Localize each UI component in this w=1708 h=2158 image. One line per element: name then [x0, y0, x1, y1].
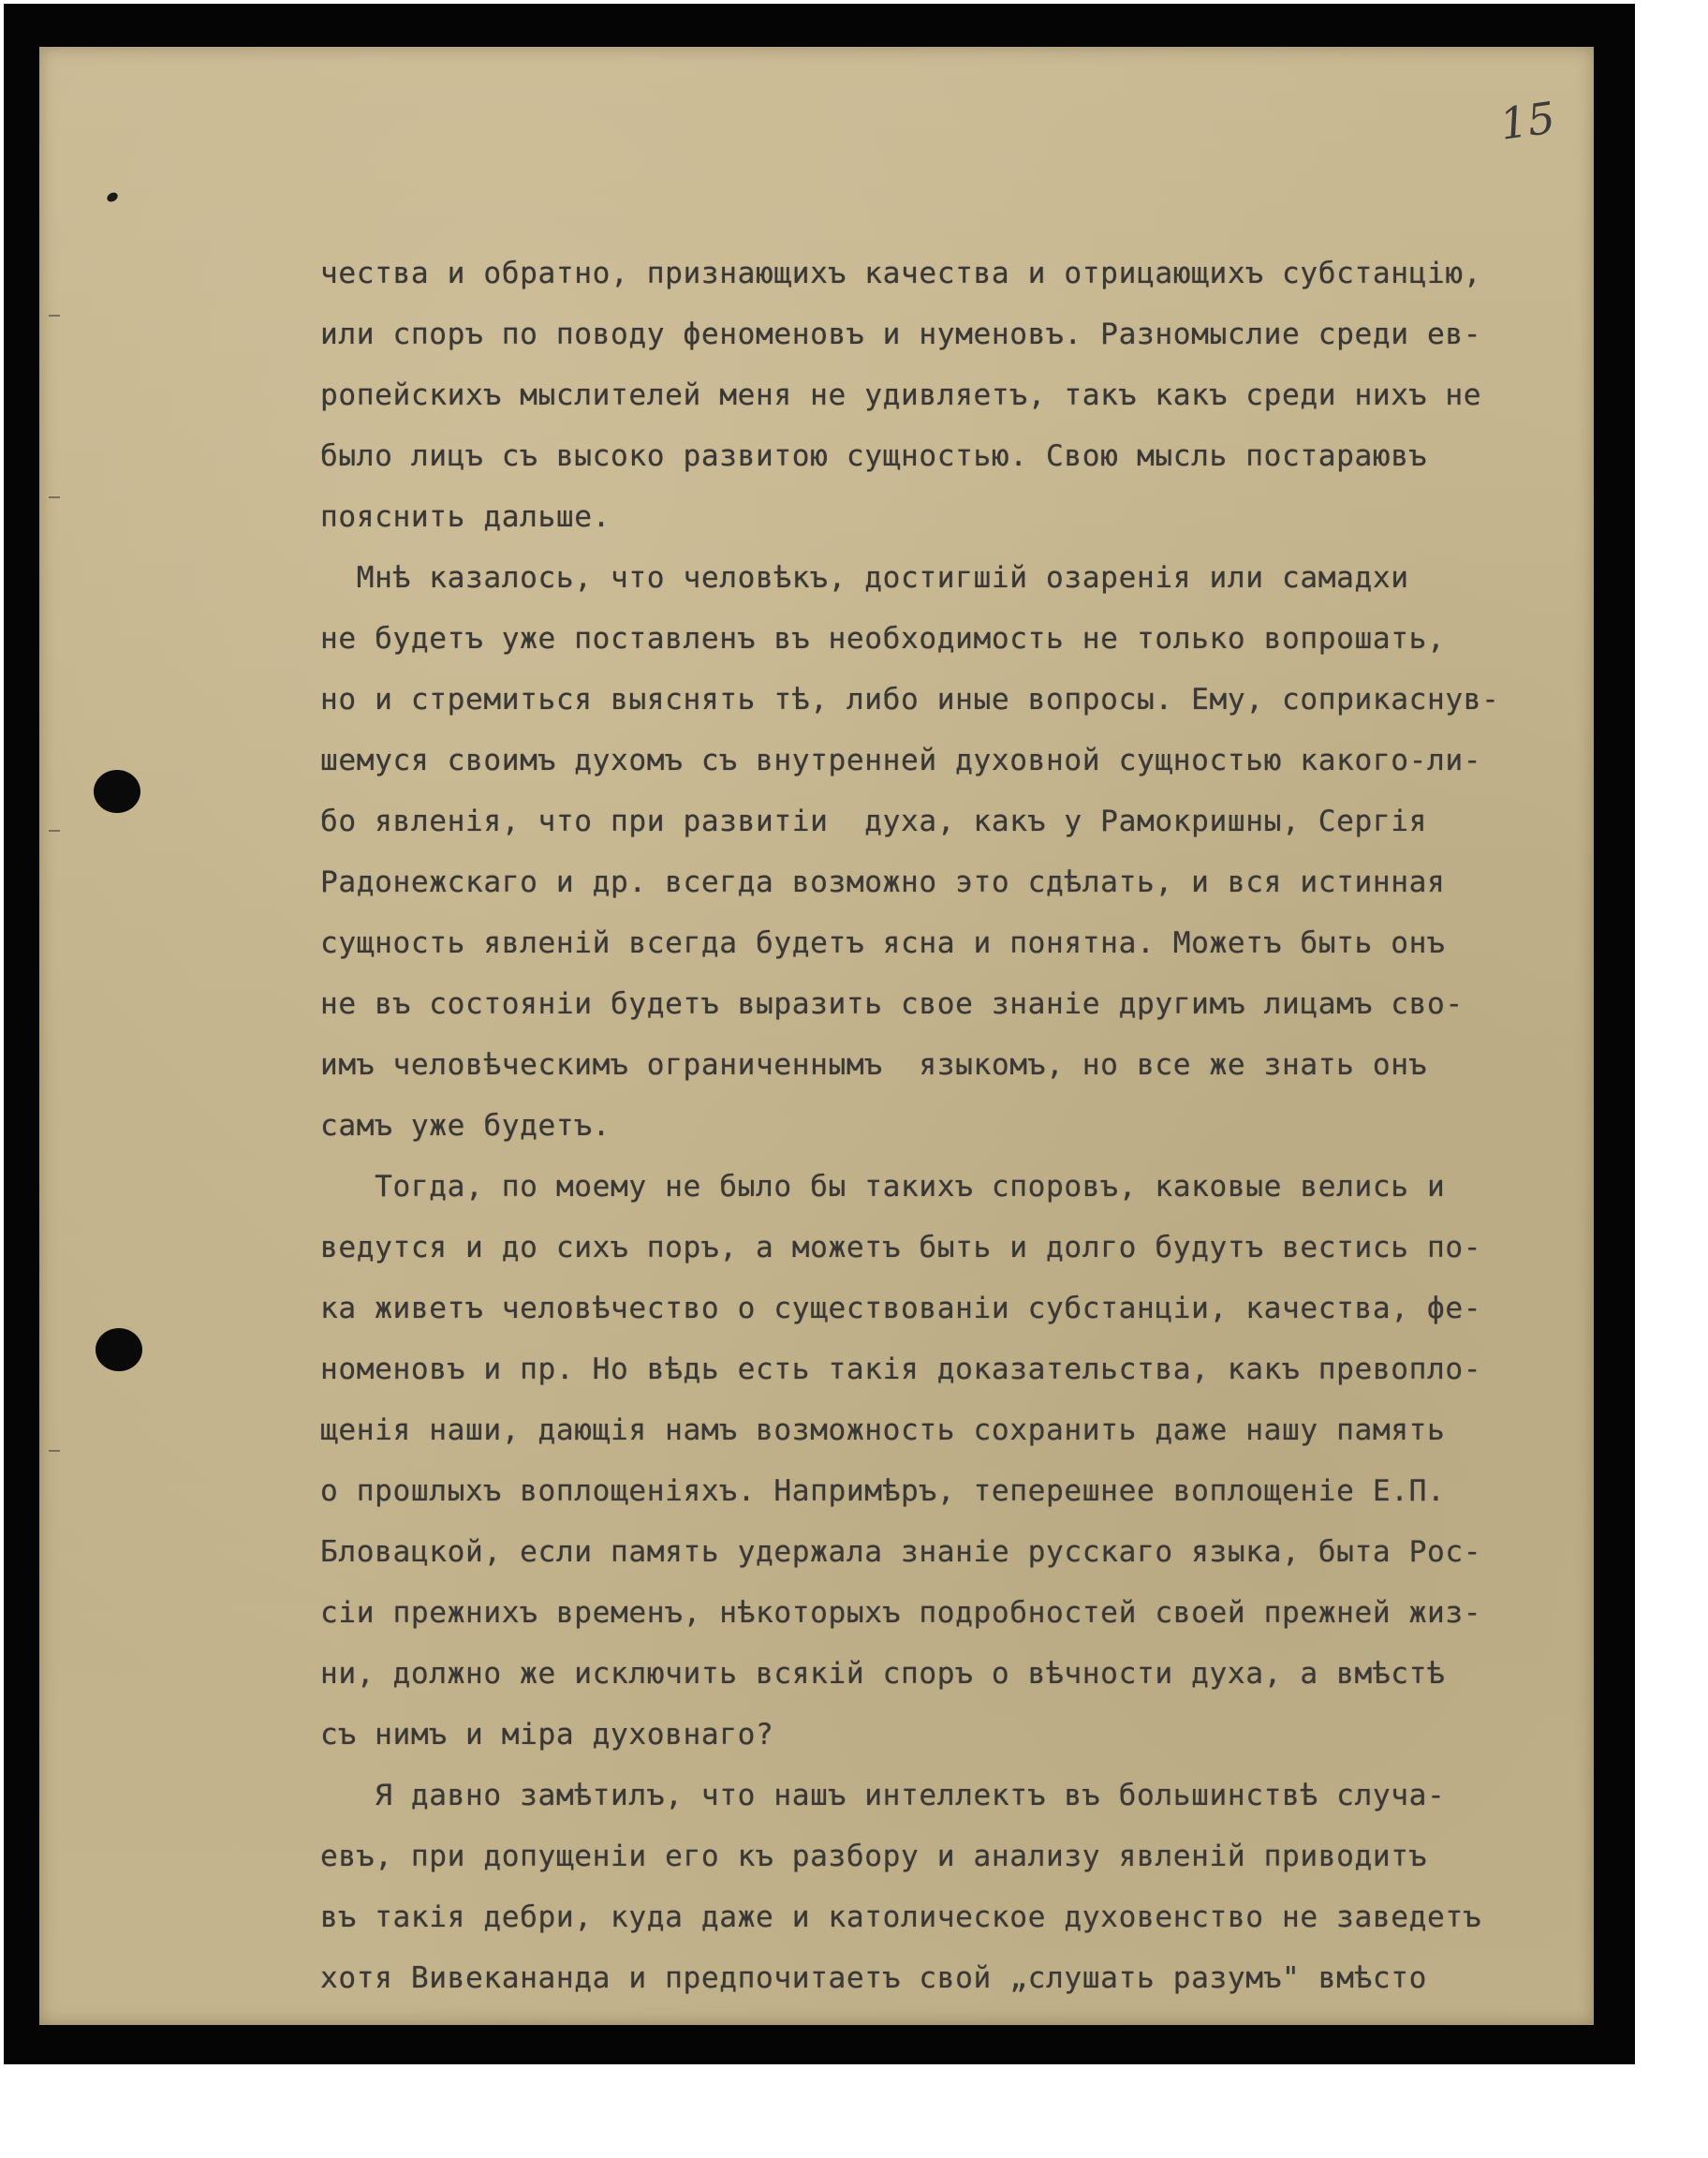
text-line: щенія наши, дающія намъ возможность сохранить даже нашу память	[320, 1413, 1446, 1447]
text-line: не будетъ уже поставленъ въ необходимость не только вопрошать,	[320, 622, 1446, 656]
handwritten-page-number: 15	[1496, 92, 1559, 150]
text-line: бо явленія, что при развитіи духа, какъ у Рамокришны, Сергія	[320, 805, 1427, 838]
document-page	[39, 47, 1594, 2025]
text-line: сіи прежнихъ временъ, нѣкоторыхъ подробностей своей прежней жиз-	[320, 1596, 1482, 1630]
text-line: ведутся и до сихъ поръ, а можетъ быть и долго будутъ вестись по-	[320, 1231, 1482, 1264]
punch-hole-bottom	[96, 1328, 142, 1371]
text-line: пояснить дальше.	[320, 500, 611, 534]
text-line: было лицъ съ высоко развитою сущностью. Свою мысль постараювъ	[320, 439, 1427, 473]
margin-mark	[49, 496, 60, 498]
text-line: номеновъ и пр. Но вѣдь есть такія доказательства, какъ превопло-	[320, 1352, 1482, 1386]
punch-hole-top	[94, 770, 140, 813]
text-line: но и стремиться выяснять тѣ, либо иные вопросы. Ему, соприкаснув-	[320, 683, 1500, 717]
text-line: съ нимъ и міра духовнаго?	[320, 1718, 774, 1752]
text-line: въ такія дебри, куда даже и католическое духовенство не заведетъ	[320, 1900, 1482, 1934]
text-line: Бловацкой, если память удержала знаніе русскаго языка, быта Рос-	[320, 1535, 1482, 1569]
margin-mark	[49, 1450, 60, 1452]
text-line: или споръ по поводу феноменовъ и нуменовъ. Разномыслие среди ев-	[320, 318, 1482, 351]
text-line: сущность явленій всегда будетъ ясна и понятна. Можетъ быть онъ	[320, 926, 1446, 960]
text-line: не въ состояніи будетъ выразить свое знаніе другимъ лицамъ сво-	[320, 987, 1464, 1021]
text-line: Я давно замѣтилъ, что нашъ интеллектъ въ большинствѣ случа-	[320, 1779, 1446, 1812]
text-line: ни, должно же исключить всякій споръ о вѣчности духа, а вмѣстѣ	[320, 1657, 1446, 1691]
text-line: чества и обратно, признающихъ качества и отрицающихъ субстанцію,	[320, 257, 1482, 290]
text-line: ропейскихъ мыслителей меня не удивляетъ, такъ какъ среди нихъ не	[320, 378, 1482, 412]
text-line: о прошлыхъ воплощеніяхъ. Напримѣръ, теперешнее воплощеніе Е.П.	[320, 1474, 1446, 1508]
text-line: евъ, при допущеніи его къ разбору и анализу явленій приводитъ	[320, 1840, 1427, 1873]
text-line: хотя Вивекананда и предпочитаетъ свой „слушать разумъ" вмѣсто	[320, 1961, 1427, 1995]
text-line: имъ человѣческимъ ограниченнымъ языкомъ, но все же знать онъ	[320, 1048, 1427, 1082]
text-line: Тогда, по моему не было бы такихъ споровъ, каковые велись и	[320, 1170, 1446, 1204]
ink-spot	[106, 191, 120, 204]
margin-mark	[49, 315, 60, 317]
text-line: Мнѣ казалось, что человѣкъ, достигшій озаренія или самадхи	[320, 561, 1409, 595]
text-line: самъ уже будетъ.	[320, 1109, 611, 1143]
scan-frame	[4, 4, 1635, 2064]
margin-mark	[49, 830, 60, 832]
text-line: Радонежскаго и др. всегда возможно это сдѣлать, и вся истинная	[320, 865, 1446, 899]
text-line: шемуся своимъ духомъ съ внутренней духовной сущностью какого-ли-	[320, 744, 1482, 777]
text-line: ка живетъ человѣчество о существованіи субстанціи, качества, фе-	[320, 1292, 1482, 1325]
typewritten-text	[320, 244, 1594, 2009]
